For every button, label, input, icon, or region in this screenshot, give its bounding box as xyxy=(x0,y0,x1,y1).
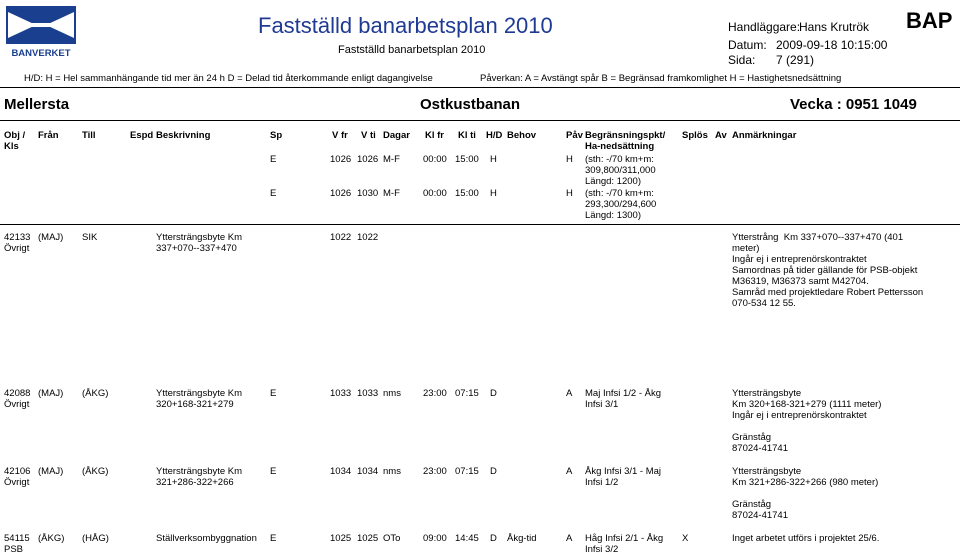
row-vfr: 1033 xyxy=(330,388,352,399)
subrow-pav: H xyxy=(566,188,573,199)
row-splos: X xyxy=(682,533,689,544)
row-vti: 1022 xyxy=(357,232,379,243)
col-dagar: Dagar xyxy=(383,130,410,141)
rule-header-bottom xyxy=(0,224,960,225)
line-name: Ostkustbanan xyxy=(420,96,521,113)
subrow-vti: 1026 xyxy=(357,154,379,165)
col-obj: Obj / Kls xyxy=(4,130,26,152)
subrow-klti: 15:00 xyxy=(455,154,479,165)
datum-value: 2009-09-18 10:15:00 xyxy=(776,38,888,52)
col-sp: Sp xyxy=(270,130,283,141)
page-subtitle: Fastställd banarbetsplan 2010 xyxy=(338,44,486,56)
row-pav: A xyxy=(566,533,573,544)
col-till: Till xyxy=(82,130,96,141)
row-obj: 42133 Övrigt xyxy=(4,232,31,254)
row-anmarkningar: Ytterstrång Km 337+070--337+470 (401 meter) Ingår ej i entreprenörskontraktet Samordnas på tider gällande för PSB-objekt M36319, M36373 samt M42704. Samråd med projektledare Robert Pettersson 070-534 12 55. xyxy=(732,232,924,309)
col-espd: Espd xyxy=(130,130,154,141)
row-beskrivning: Yttersträngsbyte Km 320+168-321+279 xyxy=(156,388,243,410)
logo-text: BANVERKET xyxy=(11,48,71,58)
week-range: Vecka : 0951 1049 xyxy=(790,96,917,113)
row-obj: 42088 Övrigt xyxy=(4,388,31,410)
row-klti: 07:15 xyxy=(455,466,479,477)
row-klti: 14:45 xyxy=(455,533,479,544)
row-klfr: 23:00 xyxy=(423,466,447,477)
row-anmarkningar: Inget arbetet utförs i projektet 25/6. xyxy=(732,533,880,544)
subrow-dagar: M-F xyxy=(383,188,400,199)
col-splos: Splös xyxy=(682,130,708,141)
row-behov: Åkg-tid xyxy=(507,533,537,544)
row-fran: (MAJ) xyxy=(38,232,64,243)
banverket-logo xyxy=(6,6,76,58)
rule-top xyxy=(0,87,960,88)
col-vfr: V fr xyxy=(332,130,348,141)
subrow-klfr: 00:00 xyxy=(423,188,447,199)
subrow-vfr: 1026 xyxy=(330,154,352,165)
row-vfr: 1022 xyxy=(330,232,352,243)
row-begr: Maj Infsi 1/2 - Åkg Infsi 3/1 xyxy=(585,388,662,410)
col-hd: H/D xyxy=(486,130,503,141)
col-pav: Påv xyxy=(566,130,583,141)
legend-paverkan: Påverkan: A = Avstängt spår B = Begränsad framkomlighet H = Hastighetsnedsättning xyxy=(480,73,842,84)
col-fran: Från xyxy=(38,130,59,141)
col-vti: V ti xyxy=(361,130,376,141)
row-till: (HÅG) xyxy=(82,533,109,544)
subrow-vfr: 1026 xyxy=(330,188,352,199)
row-begr: Håg Infsi 2/1 - Åkg Infsi 3/2 xyxy=(585,533,664,555)
region-name: Mellersta xyxy=(4,96,70,113)
subrow-vti: 1030 xyxy=(357,188,379,199)
sida-label: Sida: xyxy=(728,53,756,67)
row-vti: 1033 xyxy=(357,388,379,399)
subrow-begr: (sth: -/70 km+m: 293,300/294,600 Längd: 1300) xyxy=(585,188,657,221)
row-begr: Åkg Infsi 3/1 - Maj Infsi 1/2 xyxy=(585,466,662,488)
col-begransningspkt: Begränsningspkt/ Ha-nedsättning xyxy=(585,130,666,152)
subrow-klti: 15:00 xyxy=(455,188,479,199)
row-klfr: 23:00 xyxy=(423,388,447,399)
subrow-sp: E xyxy=(270,188,277,199)
row-dagar: OTo xyxy=(383,533,401,544)
subrow-hd: H xyxy=(490,154,497,165)
subrow-dagar: M-F xyxy=(383,154,400,165)
col-beskrivning: Beskrivning xyxy=(156,130,211,141)
row-till: (ÅKG) xyxy=(82,388,109,399)
rule-mid xyxy=(0,120,960,121)
handlaggare-label: Handläggare: xyxy=(728,20,801,34)
row-pav: A xyxy=(566,466,573,477)
col-av: Av xyxy=(715,130,727,141)
row-vfr: 1025 xyxy=(330,533,352,544)
row-beskrivning: Ställverksombyggnation xyxy=(156,533,257,544)
row-vfr: 1034 xyxy=(330,466,352,477)
subrow-klfr: 00:00 xyxy=(423,154,447,165)
row-sp: E xyxy=(270,388,277,399)
row-klfr: 09:00 xyxy=(423,533,447,544)
row-beskrivning: Yttersträngsbyte Km 337+070--337+470 xyxy=(156,232,243,254)
row-vti: 1025 xyxy=(357,533,379,544)
col-klfr: Kl fr xyxy=(425,130,444,141)
col-behov: Behov xyxy=(507,130,537,141)
col-anmarkningar: Anmärkningar xyxy=(732,130,797,141)
sida-value: 7 (291) xyxy=(776,53,815,67)
subrow-pav: H xyxy=(566,154,573,165)
subrow-begr: (sth: -/70 km+m: 309,800/311,000 Längd: 1200) xyxy=(585,154,656,187)
row-dagar: nms xyxy=(383,466,401,477)
row-fran: (ÅKG) xyxy=(38,533,65,544)
row-fran: (MAJ) xyxy=(38,388,64,399)
bap-code: BAP xyxy=(906,8,953,33)
row-sp: E xyxy=(270,466,277,477)
row-hd: D xyxy=(490,388,497,399)
row-anmarkningar: Yttersträngsbyte Km 321+286-322+266 (980 meter) Gränståg 87024-41741 xyxy=(732,466,879,521)
row-hd: D xyxy=(490,533,497,544)
row-hd: D xyxy=(490,466,497,477)
subrow-sp: E xyxy=(270,154,277,165)
row-till: (ÅKG) xyxy=(82,466,109,477)
row-klti: 07:15 xyxy=(455,388,479,399)
legend-hd: H/D: H = Hel sammanhängande tid mer än 24 h D = Delad tid återkommande enligt dagangivelse xyxy=(24,73,433,84)
row-obj: 54115 PSB xyxy=(4,533,30,555)
page-title: Fastställd banarbetsplan 2010 xyxy=(258,13,553,38)
row-fran: (MAJ) xyxy=(38,466,64,477)
row-pav: A xyxy=(566,388,573,399)
row-dagar: nms xyxy=(383,388,401,399)
row-sp: E xyxy=(270,533,277,544)
row-obj: 42106 Övrigt xyxy=(4,466,31,488)
col-klti: Kl ti xyxy=(458,130,476,141)
row-vti: 1034 xyxy=(357,466,379,477)
subrow-hd: H xyxy=(490,188,497,199)
handlaggare-value: Hans Krutrök xyxy=(799,20,870,34)
row-till: SIK xyxy=(82,232,98,243)
row-anmarkningar: Yttersträngsbyte Km 320+168-321+279 (1111 meter) Ingår ej i entreprenörskontraktet Gränståg 87024-41741 xyxy=(732,388,882,454)
datum-label: Datum: xyxy=(728,38,767,52)
row-beskrivning: Yttersträngsbyte Km 321+286-322+266 xyxy=(156,466,243,488)
